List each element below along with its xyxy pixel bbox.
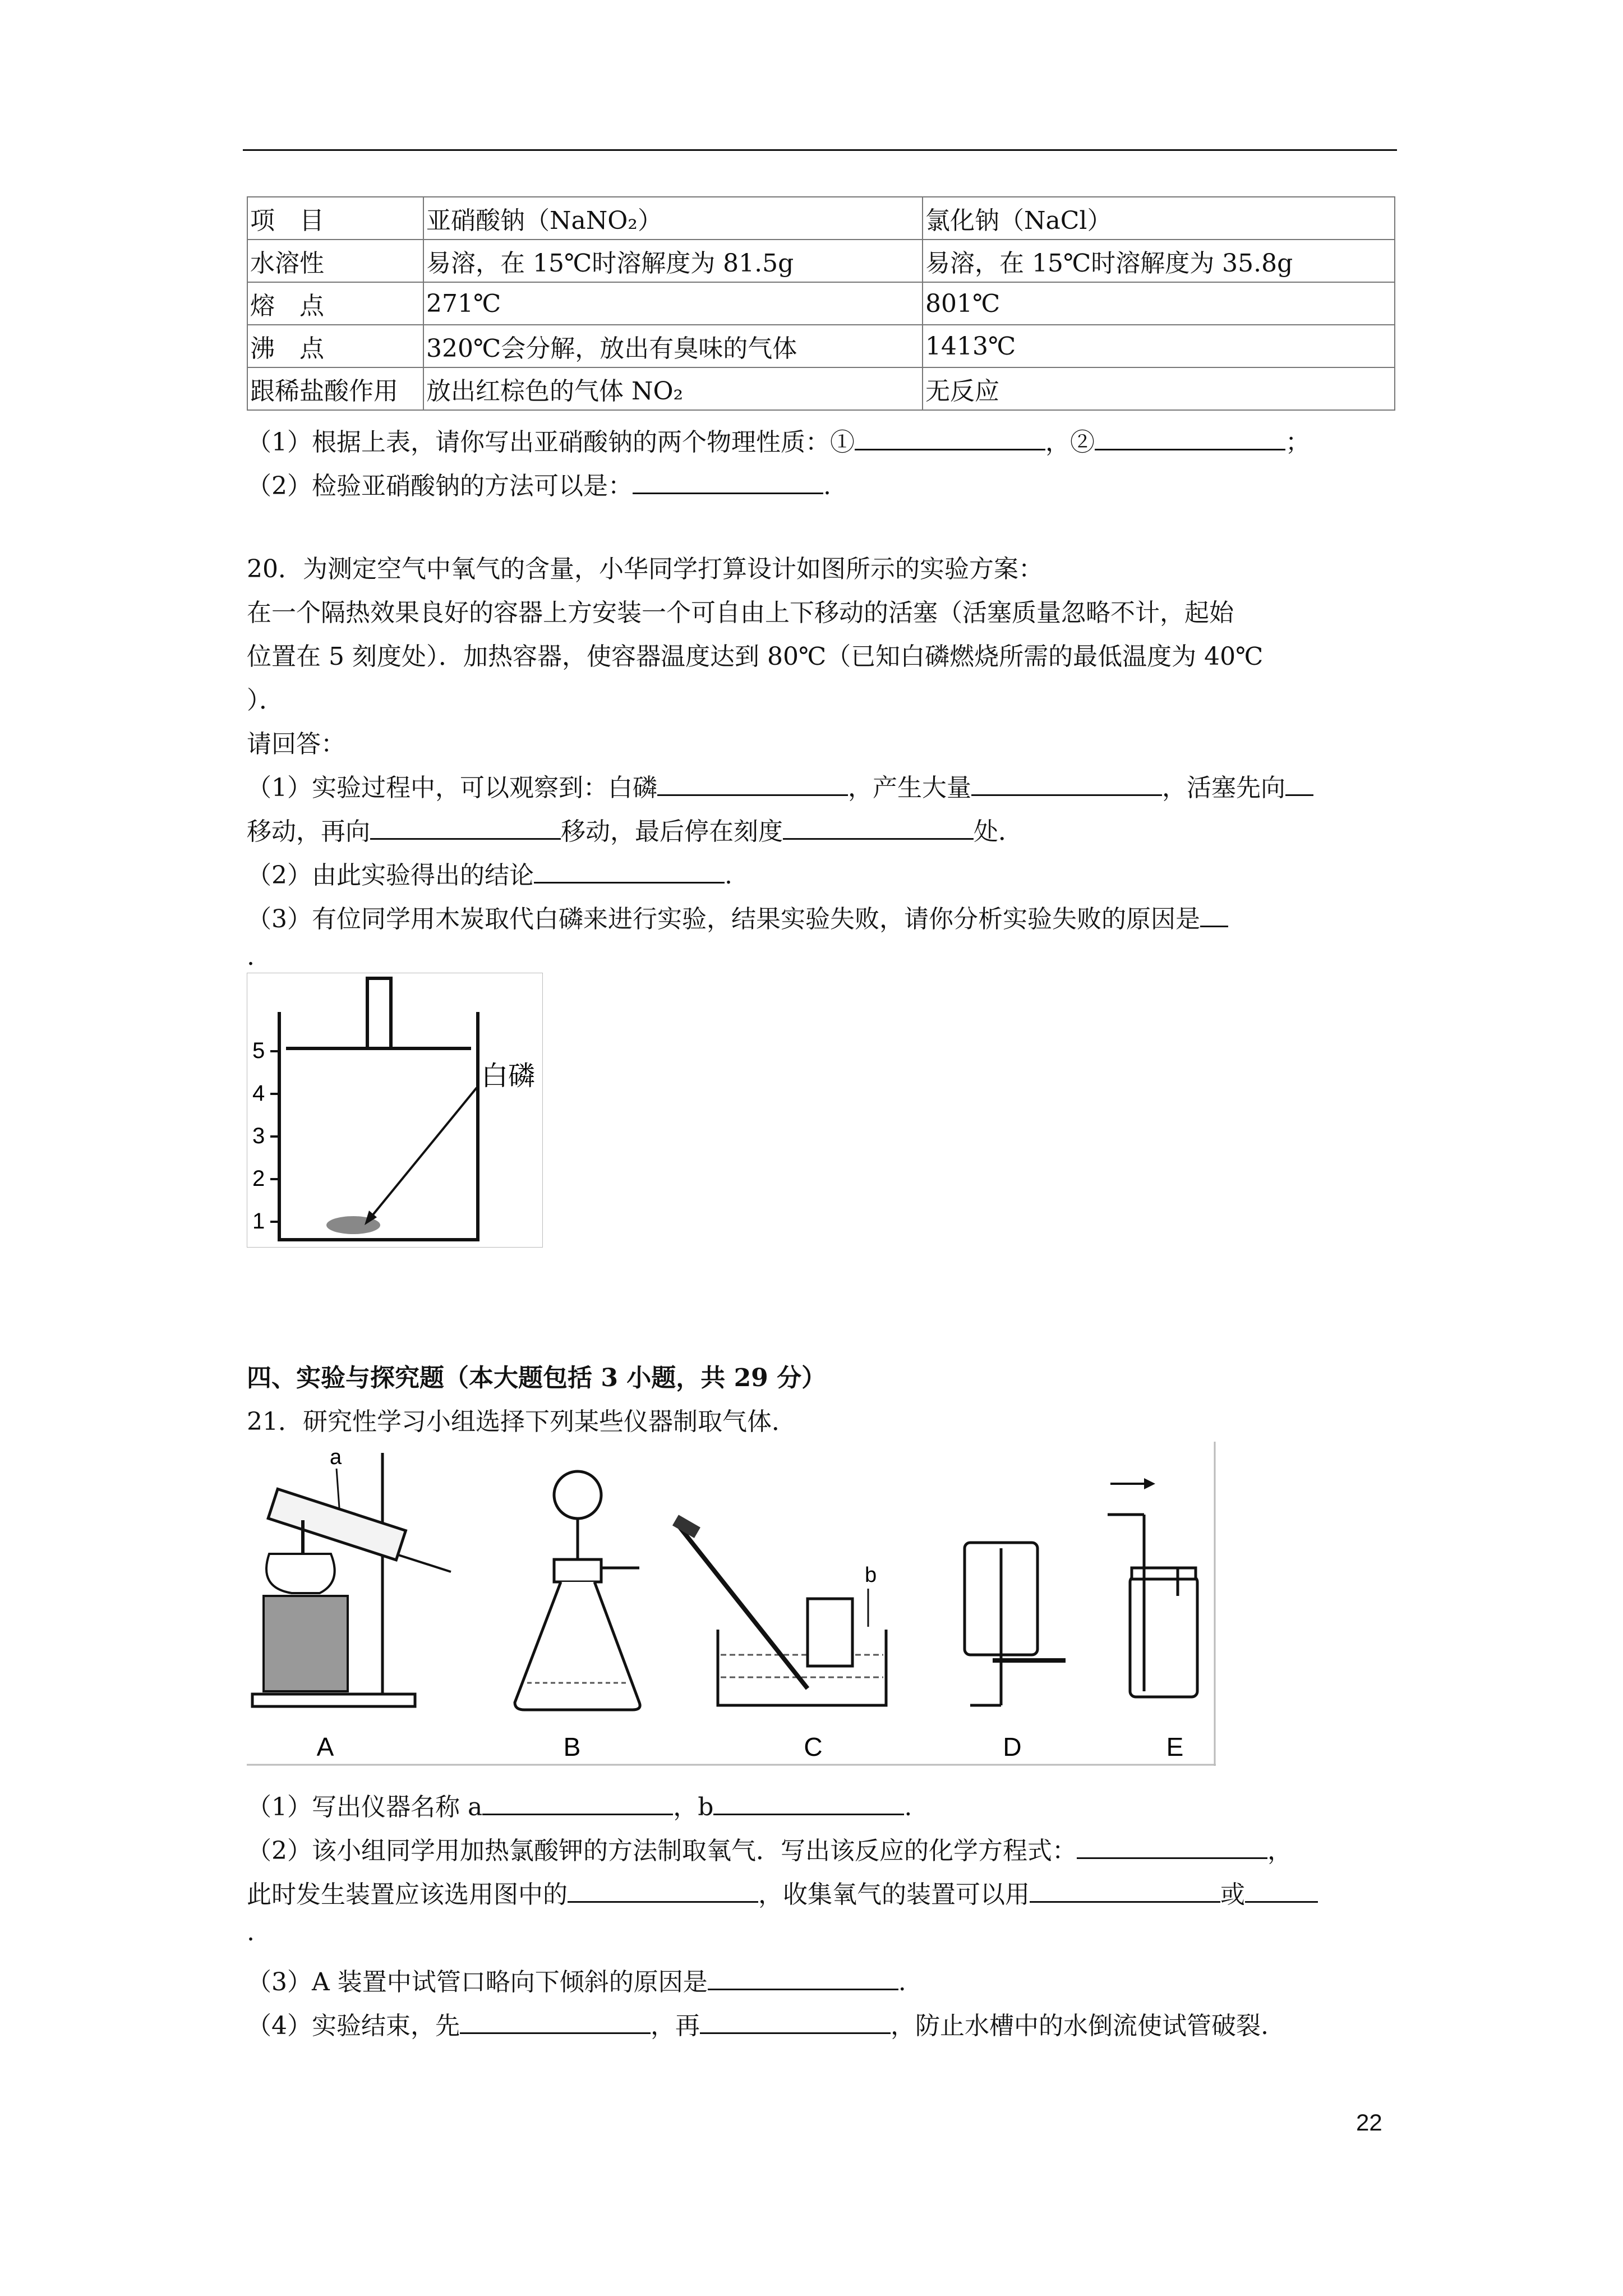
table-cell: 801℃ [923, 282, 1395, 325]
answer-blank[interactable] [568, 1876, 758, 1903]
answer-blank[interactable] [1030, 1876, 1220, 1903]
apparatus-a [252, 1446, 451, 1706]
q21-part3: （3）A 装置中试管口略向下倾斜的原因是 . [247, 1962, 906, 1998]
q21-part2-end: . [247, 1918, 255, 1947]
table-row [247, 240, 1395, 282]
apparatus-c [672, 1515, 886, 1705]
figure-border [247, 973, 543, 1248]
table-row [247, 367, 1395, 410]
answer-blank[interactable] [1285, 770, 1313, 796]
piston-rod [367, 978, 391, 1048]
table-row [247, 197, 1395, 240]
table-cell: 亚硝酸钠（NaNO₂） [423, 197, 923, 240]
answer-blank[interactable] [855, 424, 1045, 450]
scale-label: 2 [252, 1166, 265, 1191]
answer-blank[interactable] [971, 770, 1162, 796]
label-b: b [865, 1563, 877, 1587]
table-cell: 易溶，在 15℃时溶解度为 35.8g [923, 240, 1395, 282]
page-number: 22 [1356, 2109, 1382, 2136]
q21-part1: （1）写出仪器名称 a ，b . [247, 1787, 912, 1823]
section-heading: 四、实验与探究题（本大题包括 3 小题，共 29 分） [247, 1364, 827, 1392]
answer-blank[interactable] [534, 857, 725, 884]
answer-blank[interactable] [708, 1964, 898, 1990]
q20-text: 在一个隔热效果良好的容器上方安装一个可自由上下移动的活塞（活塞质量忽略不计，起始 [247, 599, 1234, 627]
q21-title: 21．研究性学习小组选择下列某些仪器制取气体． [247, 1407, 796, 1436]
apparatus-figure [247, 1442, 1216, 1766]
apparatus-b [515, 1471, 640, 1710]
header-rule [243, 149, 1397, 151]
table-cell: 易溶，在 15℃时溶解度为 81.5g [423, 240, 923, 282]
table-cell: 271℃ [423, 282, 923, 325]
q21-part2: （2）该小组同学用加热氯酸钾的方法制取氧气．写出该反应的化学方程式： ， [247, 1830, 1292, 1866]
q20-title: 20．为测定空气中氧气的含量，小华同学打算设计如图所示的实验方案： [247, 555, 1043, 583]
scale-label: 1 [252, 1209, 265, 1234]
figure-label: E [1166, 1732, 1184, 1761]
answer-blank[interactable] [657, 770, 848, 796]
answer-blank[interactable] [713, 1789, 904, 1815]
scale-label: 4 [252, 1081, 265, 1106]
answer-blank[interactable] [1095, 424, 1285, 450]
table-cell: 放出红棕色的气体 NO₂ [423, 367, 923, 410]
figure-label: A [316, 1732, 334, 1761]
apparatus-d [965, 1543, 1066, 1705]
q20-text: ）． [247, 686, 284, 715]
figure-label: C [804, 1732, 823, 1761]
answer-blank[interactable] [700, 2008, 891, 2034]
pointer-arrow [369, 1088, 477, 1220]
q20-prompt: 请回答： [247, 730, 345, 758]
answer-blank[interactable] [482, 1789, 673, 1815]
table-cell: 跟稀盐酸作用 [247, 367, 423, 410]
answer-blank[interactable] [1245, 1876, 1318, 1903]
piston-container-figure [247, 973, 543, 1248]
q19-part2: （2）检验亚硝酸钠的方法可以是： . [247, 466, 831, 501]
q20-part3-end: . [247, 942, 255, 971]
q20-part1: （1）实验过程中，可以观察到：白磷 ，产生大量 ，活塞先向 [247, 767, 1313, 803]
table-row [247, 282, 1395, 325]
table-cell: 氯化钠（NaCl） [923, 197, 1395, 240]
answer-blank[interactable] [783, 813, 974, 840]
table-cell: 沸 点 [247, 325, 423, 367]
q19-part1: （1）根据上表，请你写出亚硝酸钠的两个物理性质：① ，② ； [247, 422, 1310, 458]
answer-blank[interactable] [633, 468, 823, 494]
table-cell: 320℃会分解，放出有臭味的气体 [423, 325, 923, 367]
figure-label: D [1003, 1732, 1022, 1761]
q20-text: 位置在 5 刻度处）．加热容器，使容器温度达到 80℃（已知白磷燃烧所需的最低温度为 40℃ [247, 642, 1264, 671]
table-cell: 熔 点 [247, 282, 423, 325]
label-a: a [330, 1446, 342, 1469]
properties-table [247, 196, 1395, 411]
answer-blank[interactable] [1200, 901, 1228, 927]
scale-label: 5 [252, 1038, 265, 1063]
table-cell: 水溶性 [247, 240, 423, 282]
q21-part2-cont: 此时发生装置应该选用图中的 ，收集氧气的装置可以用 或 [247, 1874, 1318, 1910]
scale-label: 3 [252, 1124, 265, 1148]
q20-part3: （3）有位同学用木炭取代白磷来进行实验，结果实验失败，请你分析实验失败的原因是 [247, 899, 1228, 935]
table-cell: 项 目 [247, 197, 423, 240]
answer-blank[interactable] [460, 2008, 651, 2034]
table-row [247, 325, 1395, 367]
table-cell: 1413℃ [923, 325, 1395, 367]
apparatus-e [1108, 1478, 1197, 1697]
figure-label: B [563, 1732, 581, 1761]
q20-part1-cont: 移动，再向 移动，最后停在刻度 处． [247, 811, 1023, 847]
figure-label: 白磷 [481, 1061, 536, 1091]
q21-part4: （4）实验结束，先 ，再 ，防止水槽中的水倒流使试管破裂. [247, 2005, 1269, 2041]
answer-blank[interactable] [1077, 1833, 1267, 1859]
answer-blank[interactable] [370, 813, 561, 840]
q20-part2: （2）由此实验得出的结论 . [247, 855, 732, 891]
table-cell: 无反应 [923, 367, 1395, 410]
